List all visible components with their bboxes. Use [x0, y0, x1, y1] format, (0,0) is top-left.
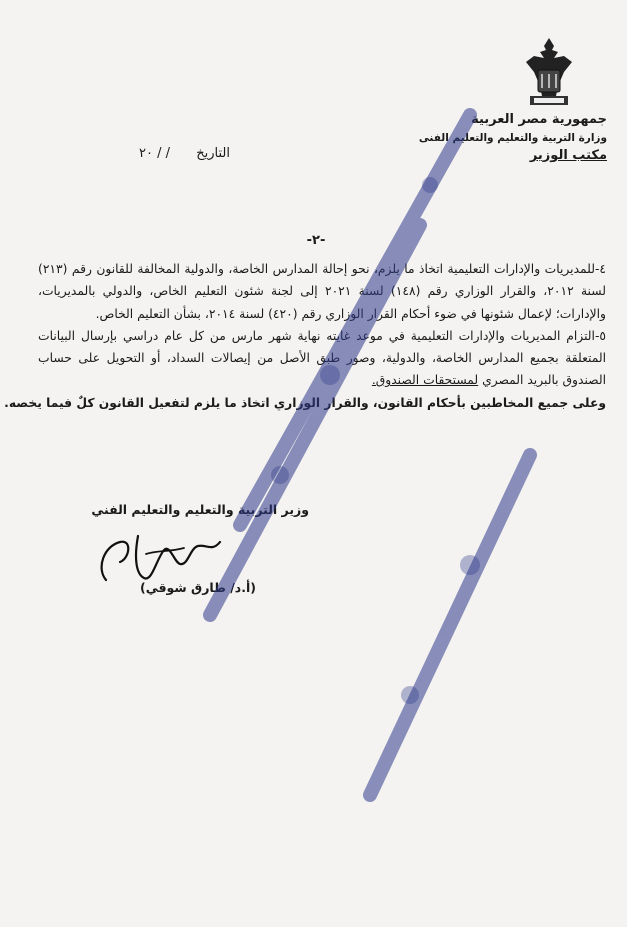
ministry-name: وزارة التربية والتعليم والتعليم الفنى: [418, 132, 607, 144]
country-name: جمهورية مصر العربية: [471, 112, 607, 127]
office-name: مكتب الوزير: [529, 148, 607, 163]
date-line: [70, 146, 230, 161]
signatory-title: وزير التربية والتعليم والتعليم الفني: [91, 502, 309, 517]
item-5-text: ٥-التزام المديريات والإدارات التعليمية في موعد غايته نهاية شهر مارس من كل عام دراسي بإرسال البيانات المتعلقة بجميع المدارس الخاصة، والدولية، وصور طبق الأصل من إيصالات السداد، أو التحويل على حساب الصندوق بالبريد المصري: [38, 328, 606, 388]
closing-line: وعلى جميع المخاطبين بأحكام القانون، والقرار الوزاري اتخاذ ما يلزم لتفعيل القانون كلٌ فيما يخصه.: [4, 395, 606, 410]
item-5-underlined: لمستحقات الصندوق.: [371, 373, 479, 388]
letterhead: [418, 111, 607, 165]
egypt-eagle-emblem-icon: [522, 36, 576, 112]
letter-body: [4, 258, 606, 414]
item-4: ٤-للمديريات والإدارات التعليمية اتخاذ ما يلزم، نحو إحالة المدارس الخاصة، والدولية المخالفة للقانون رقم (٢١٣) لسنة ٢٠١٢، والقرار الوزاري رقم (١٤٨) لسنة ٢٠٢١ إلى لجنة شئون التعليم الخاص، والدولي بالمديريات، والإدارات؛ لإعمال شئونها في ضوء أحكام القرار الوزاري رقم (٤٢٠) لسنة ٢٠١٤، بشأن التعليم الخاص.: [38, 262, 606, 321]
handwritten-signature: [86, 528, 226, 588]
item-5: [38, 325, 606, 392]
date-label: التاريخ: [196, 146, 230, 161]
page-number: -٢-: [306, 233, 326, 248]
diagonal-stamp-watermark: [170, 95, 627, 815]
date-value: / / ٢٠: [138, 146, 170, 161]
signatory-name: (أ.د/ طارق شوقي): [140, 580, 256, 595]
